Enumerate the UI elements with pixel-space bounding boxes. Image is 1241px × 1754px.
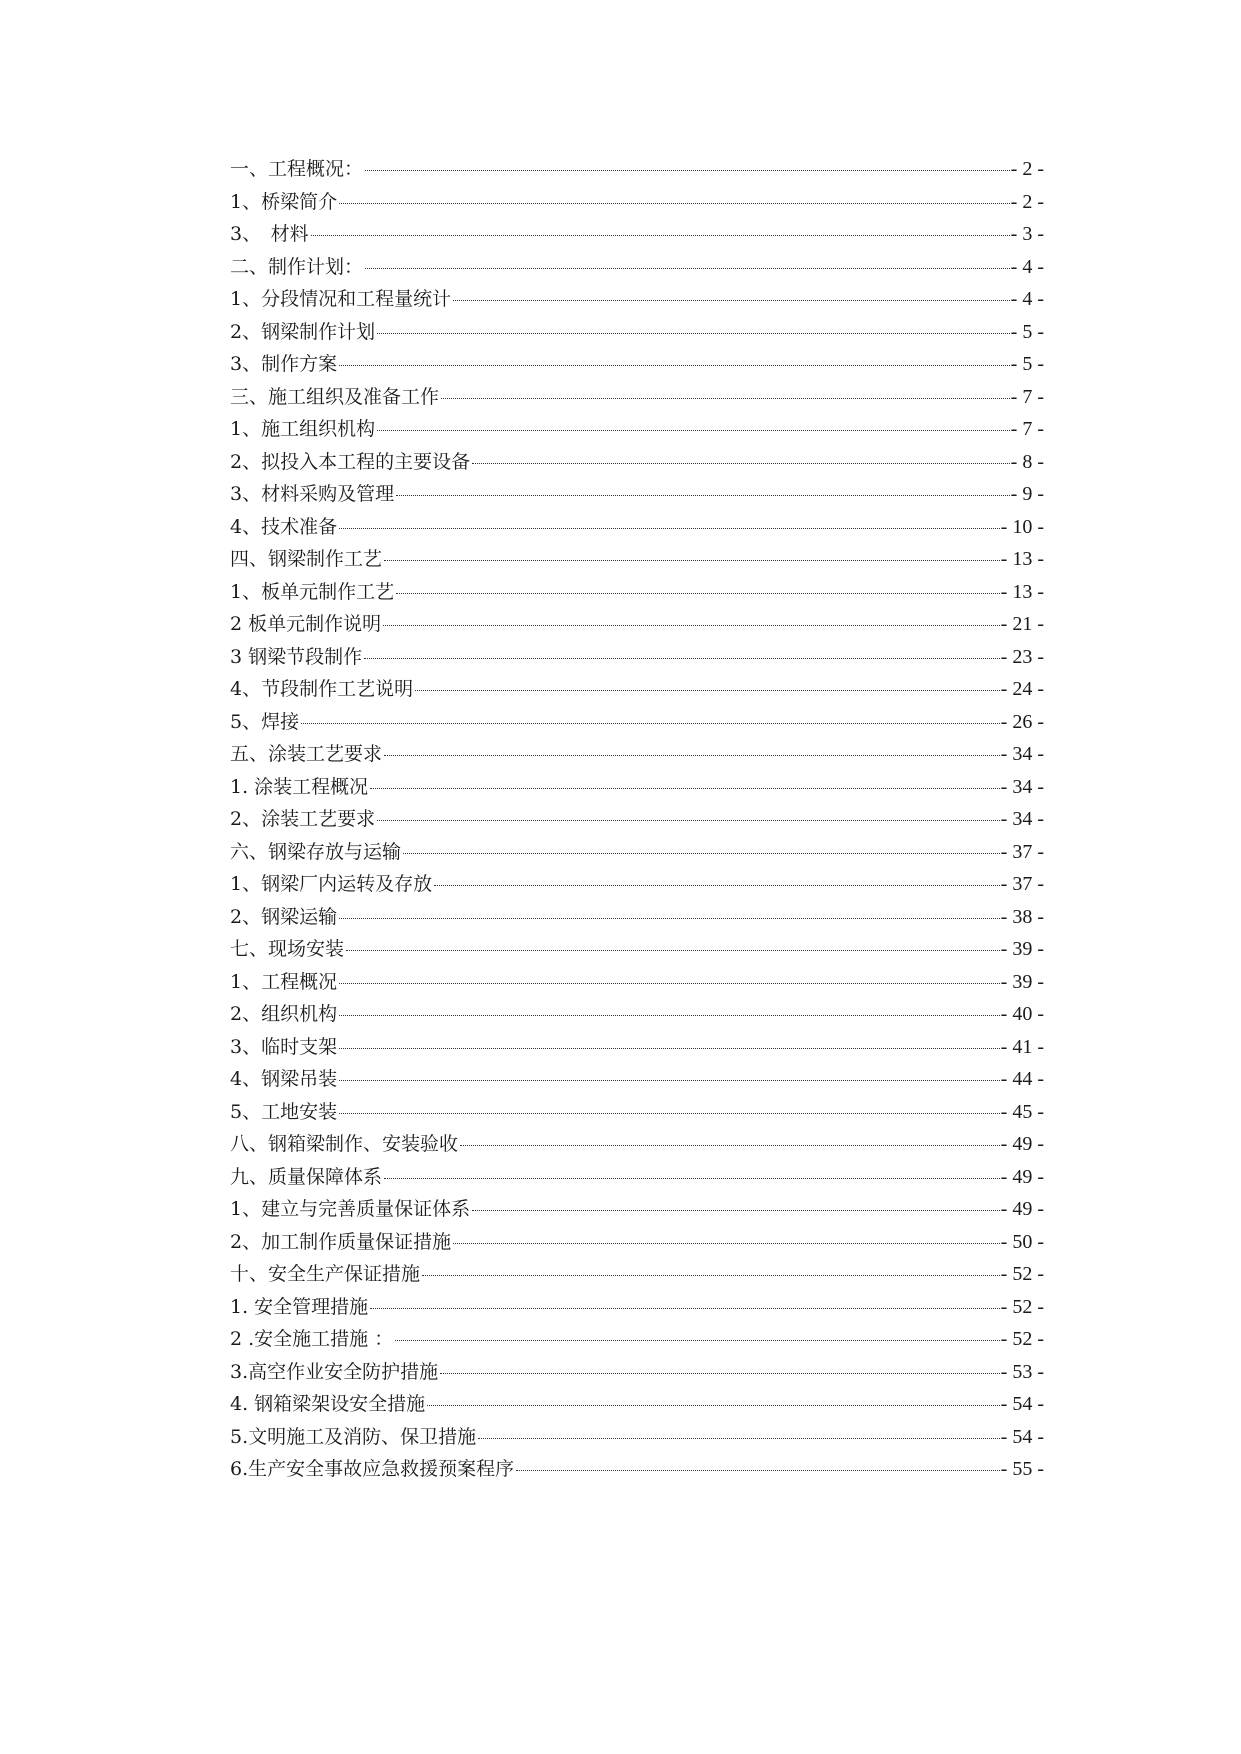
toc-entry[interactable] — [230, 1096, 1044, 1129]
toc-dot-leader — [301, 723, 1000, 724]
toc-entry-page-number: - 54 - — [1000, 1393, 1044, 1415]
toc-entry-page-number: - 21 - — [1000, 613, 1044, 635]
toc-entry-page-number: - 24 - — [1000, 678, 1044, 700]
toc-entry[interactable] — [230, 641, 1044, 674]
toc-entry[interactable] — [230, 543, 1044, 576]
toc-entry-page-number: - 26 - — [1000, 710, 1044, 733]
toc-entry-page-number: - 53 - — [1000, 1360, 1044, 1383]
toc-entry-title: 3、 材料 — [230, 223, 309, 245]
toc-entry-title: 1、桥梁简介 — [230, 190, 338, 213]
toc-entry-page-number: - 23 - — [1000, 645, 1044, 668]
toc-entry-page-number: - 52 - — [1000, 1328, 1044, 1350]
toc-entry-page-number: - 40 - — [1000, 1003, 1044, 1025]
toc-entry[interactable] — [230, 673, 1044, 706]
toc-dot-leader — [370, 788, 1000, 789]
toc-entry-title: 1、分段情况和工程量统计 — [230, 288, 452, 310]
toc-dot-leader — [339, 528, 1000, 529]
toc-entry-title: 4、钢梁吊装 — [230, 1068, 338, 1090]
toc-dot-leader — [339, 365, 1010, 366]
toc-entry-page-number: - 50 - — [1000, 1230, 1044, 1253]
toc-dot-leader — [346, 950, 1000, 951]
toc-entry[interactable] — [230, 186, 1044, 219]
toc-entry[interactable] — [230, 966, 1044, 999]
toc-dot-leader — [377, 820, 1000, 821]
toc-entry-title: 2、组织机构 — [230, 1003, 338, 1025]
toc-entry-title: 2 板单元制作说明 — [230, 613, 382, 635]
toc-entry-title: 2、涂装工艺要求 — [230, 808, 376, 830]
toc-entry-page-number: - 9 - — [1010, 483, 1044, 505]
toc-entry-page-number: - 34 - — [1000, 743, 1044, 765]
table-of-contents — [230, 153, 1044, 1486]
toc-entry-title: 1、板单元制作工艺 — [230, 580, 395, 603]
toc-entry-title: 八、钢箱梁制作、安装验收 — [230, 1133, 459, 1155]
toc-entry-page-number: - 4 - — [1010, 255, 1044, 278]
toc-entry[interactable] — [230, 1453, 1044, 1486]
toc-entry[interactable] — [230, 1291, 1044, 1324]
toc-entry-title: 二、制作计划： — [230, 255, 364, 278]
toc-entry-page-number: - 3 - — [1010, 223, 1044, 245]
toc-dot-leader — [396, 593, 1000, 594]
toc-dot-leader — [370, 1308, 1000, 1309]
toc-entry-page-number: - 37 - — [1000, 873, 1044, 895]
toc-entry-page-number: - 49 - — [1000, 1198, 1044, 1220]
toc-dot-leader — [427, 1405, 1000, 1406]
toc-entry-title: 一、工程概况： — [230, 158, 364, 180]
toc-dot-leader — [395, 1340, 999, 1341]
toc-entry-page-number: - 39 - — [1000, 970, 1044, 993]
toc-entry-page-number: - 41 - — [1000, 1035, 1044, 1058]
toc-entry[interactable] — [230, 511, 1044, 544]
toc-entry-page-number: - 34 - — [1000, 775, 1044, 798]
toc-entry-title: 4、节段制作工艺说明 — [230, 678, 414, 700]
toc-entry[interactable] — [230, 803, 1044, 836]
toc-entry-title: 5.文明施工及消防、保卫措施 — [230, 1425, 477, 1448]
toc-dot-leader — [403, 853, 1000, 854]
toc-entry-title: 1、工程概况 — [230, 970, 338, 993]
toc-dot-leader — [365, 170, 1010, 171]
toc-entry-page-number: - 13 - — [1000, 548, 1044, 570]
toc-entry-page-number: - 8 - — [1010, 450, 1044, 473]
toc-entry-page-number: - 7 - — [1010, 418, 1044, 440]
toc-dot-leader — [364, 658, 1000, 659]
toc-entry-title: 5、工地安装 — [230, 1100, 338, 1123]
toc-entry-page-number: - 37 - — [1000, 840, 1044, 863]
toc-dot-leader — [339, 203, 1010, 204]
toc-dot-leader — [377, 430, 1010, 431]
toc-dot-leader — [472, 1210, 1000, 1211]
toc-entry[interactable] — [230, 1063, 1044, 1096]
toc-entry[interactable] — [230, 608, 1044, 641]
toc-dot-leader — [460, 1145, 1000, 1146]
toc-dot-leader — [383, 625, 1000, 626]
toc-entry[interactable] — [230, 1388, 1044, 1421]
toc-dot-leader — [516, 1470, 1000, 1471]
toc-entry-title: 5、焊接 — [230, 710, 300, 733]
toc-entry-title: 2、加工制作质量保证措施 — [230, 1230, 452, 1253]
toc-dot-leader — [441, 398, 1010, 399]
toc-dot-leader — [339, 918, 1000, 919]
toc-entry[interactable] — [230, 1323, 1044, 1356]
toc-entry[interactable] — [230, 348, 1044, 381]
toc-entry[interactable] — [230, 771, 1044, 804]
toc-entry-title: 4、技术准备 — [230, 515, 338, 538]
toc-entry-page-number: - 5 - — [1010, 320, 1044, 343]
toc-entry[interactable] — [230, 1258, 1044, 1291]
toc-dot-leader — [472, 463, 1010, 464]
toc-entry[interactable] — [230, 868, 1044, 901]
toc-entry-title: 四、钢梁制作工艺 — [230, 548, 383, 570]
toc-entry-title: 1. 安全管理措施 — [230, 1295, 369, 1318]
toc-entry[interactable] — [230, 446, 1044, 479]
toc-entry[interactable] — [230, 283, 1044, 316]
toc-entry-title: 3、材料采购及管理 — [230, 483, 395, 505]
toc-entry-page-number: - 39 - — [1000, 938, 1044, 960]
toc-entry[interactable] — [230, 153, 1044, 186]
toc-entry-title: 2、钢梁运输 — [230, 905, 338, 928]
toc-entry[interactable] — [230, 1161, 1044, 1194]
toc-entry[interactable] — [230, 316, 1044, 349]
toc-entry[interactable] — [230, 1128, 1044, 1161]
toc-entry[interactable] — [230, 1193, 1044, 1226]
toc-entry[interactable] — [230, 1031, 1044, 1064]
toc-dot-leader — [422, 1275, 1000, 1276]
toc-entry-page-number: - 55 - — [1000, 1458, 1044, 1480]
toc-entry-page-number: - 10 - — [1000, 515, 1044, 538]
toc-entry-page-number: - 34 - — [1000, 808, 1044, 830]
toc-entry[interactable] — [230, 738, 1044, 771]
toc-entry-page-number: - 49 - — [1000, 1133, 1044, 1155]
toc-entry-page-number: - 2 - — [1010, 190, 1044, 213]
toc-entry[interactable] — [230, 251, 1044, 284]
toc-entry-title: 七、现场安装 — [230, 938, 345, 960]
toc-entry-page-number: - 7 - — [1010, 385, 1044, 408]
toc-dot-leader — [440, 1373, 1000, 1374]
toc-entry-page-number: - 2 - — [1010, 158, 1044, 180]
toc-entry-title: 五、涂装工艺要求 — [230, 743, 383, 765]
toc-entry[interactable] — [230, 933, 1044, 966]
toc-entry-page-number: - 45 - — [1000, 1100, 1044, 1123]
toc-dot-leader — [396, 495, 1010, 496]
toc-entry-page-number: - 54 - — [1000, 1425, 1044, 1448]
toc-entry[interactable] — [230, 836, 1044, 869]
toc-entry[interactable] — [230, 1226, 1044, 1259]
toc-entry[interactable] — [230, 381, 1044, 414]
toc-entry-title: 3、制作方案 — [230, 353, 338, 375]
toc-dot-leader — [377, 333, 1010, 334]
toc-dot-leader — [478, 1438, 1000, 1439]
toc-dot-leader — [339, 1015, 1000, 1016]
toc-entry-page-number: - 44 - — [1000, 1068, 1044, 1090]
toc-dot-leader — [384, 1178, 1000, 1179]
toc-entry[interactable] — [230, 706, 1044, 739]
toc-entry[interactable] — [230, 576, 1044, 609]
toc-entry-title: 九、质量保障体系 — [230, 1165, 383, 1188]
toc-entry-title: 4. 钢箱梁架设安全措施 — [230, 1393, 426, 1415]
toc-entry-page-number: - 13 - — [1000, 580, 1044, 603]
toc-entry-page-number: - 38 - — [1000, 905, 1044, 928]
toc-entry-page-number: - 4 - — [1010, 288, 1044, 310]
toc-entry-title: 3、临时支架 — [230, 1035, 338, 1058]
toc-dot-leader — [453, 1243, 1000, 1244]
toc-entry-title: 六、钢梁存放与运输 — [230, 840, 402, 863]
toc-dot-leader — [365, 268, 1010, 269]
toc-dot-leader — [339, 1113, 1000, 1114]
toc-entry-page-number: - 52 - — [1000, 1263, 1044, 1285]
toc-dot-leader — [339, 1080, 1000, 1081]
toc-entry[interactable] — [230, 1356, 1044, 1389]
toc-entry-title: 1. 涂装工程概况 — [230, 775, 369, 798]
toc-entry-title: 3.高空作业安全防护措施 — [230, 1360, 439, 1383]
toc-dot-leader — [339, 983, 1000, 984]
toc-dot-leader — [384, 755, 1000, 756]
toc-dot-leader — [384, 560, 1000, 561]
toc-entry[interactable] — [230, 998, 1044, 1031]
toc-entry-title: 1、钢梁厂内运转及存放 — [230, 873, 433, 895]
toc-entry-page-number: - 49 - — [1000, 1165, 1044, 1188]
toc-dot-leader — [339, 1048, 1000, 1049]
toc-entry-page-number: - 52 - — [1000, 1295, 1044, 1318]
toc-entry-title: 6.生产安全事故应急救援预案程序 — [230, 1458, 515, 1480]
toc-entry-title: 1、施工组织机构 — [230, 418, 376, 440]
toc-dot-leader — [415, 690, 1000, 691]
toc-dot-leader — [434, 885, 1000, 886]
toc-entry-title: 3 钢梁节段制作 — [230, 645, 363, 668]
toc-entry-title: 1、建立与完善质量保证体系 — [230, 1198, 471, 1220]
toc-entry-title: 2、钢梁制作计划 — [230, 320, 376, 343]
toc-dot-leader — [453, 300, 1010, 301]
toc-entry-title: 三、施工组织及准备工作 — [230, 385, 440, 408]
toc-entry-title: 十、安全生产保证措施 — [230, 1263, 421, 1285]
toc-entry-page-number: - 5 - — [1010, 353, 1044, 375]
toc-entry[interactable] — [230, 1421, 1044, 1454]
toc-entry[interactable] — [230, 901, 1044, 934]
toc-entry[interactable] — [230, 478, 1044, 511]
toc-entry-title: 2、拟投入本工程的主要设备 — [230, 450, 471, 473]
toc-entry[interactable] — [230, 218, 1044, 251]
toc-entry[interactable] — [230, 413, 1044, 446]
toc-dot-leader — [311, 235, 1010, 236]
toc-entry-title: 2 .安全施工措施 ： — [230, 1328, 394, 1350]
